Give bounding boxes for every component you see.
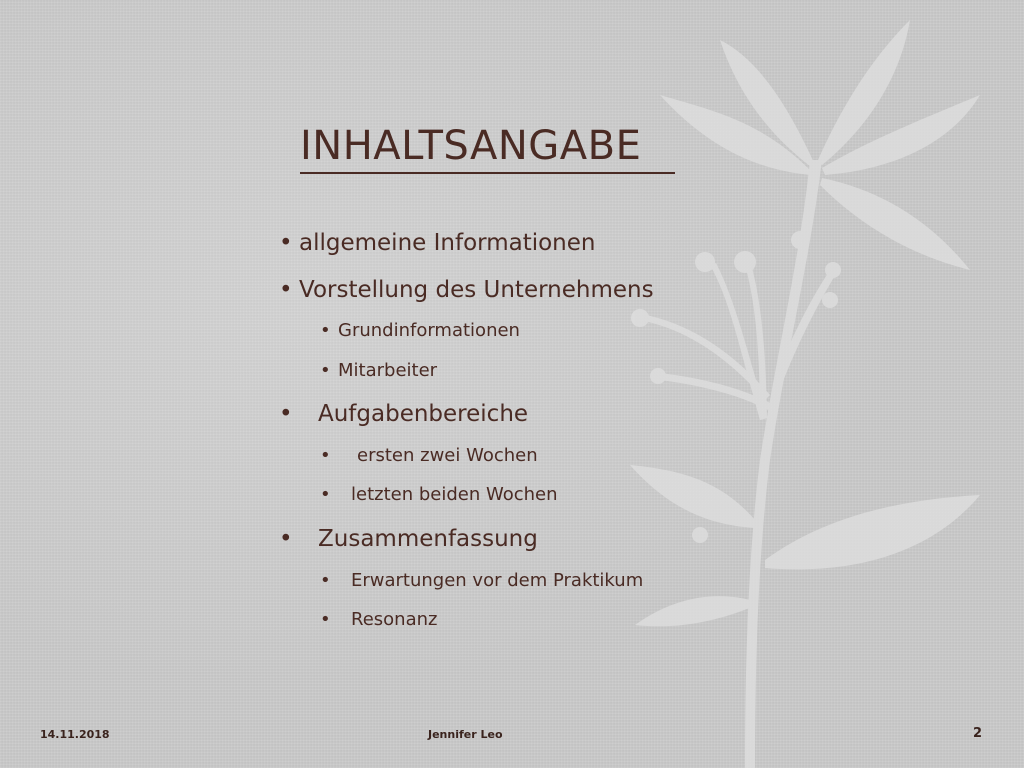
bullet-icon: • <box>279 526 293 552</box>
footer-author: Jennifer Leo <box>428 728 503 741</box>
bullet-icon: • <box>320 609 331 630</box>
bullet-icon: • <box>320 320 331 341</box>
slide-number: 2 <box>973 726 983 741</box>
toc-item-text: Aufgabenbereiche <box>318 401 529 427</box>
toc-item-text: allgemeine Informationen <box>299 230 596 256</box>
toc-item-text: Zusammenfassung <box>318 526 538 552</box>
toc-subitem-text: Mitarbeiter <box>338 360 438 381</box>
toc-subitem-text: ersten zwei Wochen <box>357 445 538 466</box>
bullet-icon: • <box>320 445 331 466</box>
bullet-icon: • <box>320 570 331 591</box>
bullet-icon: • <box>279 401 293 427</box>
bullet-icon: • <box>279 277 293 303</box>
bullet-icon: • <box>320 360 331 381</box>
toc-item-text: Vorstellung des Unternehmens <box>299 277 654 303</box>
toc-subitem-text: Resonanz <box>351 609 438 630</box>
toc-subitem-text: letzten beiden Wochen <box>351 484 558 505</box>
slide-title: INHALTSANGABE <box>300 123 642 169</box>
toc-subitem-text: Grundinformationen <box>338 320 520 341</box>
toc-subitem-text: Erwartungen vor dem Praktikum <box>351 570 644 591</box>
footer-date: 14.11.2018 <box>40 728 110 741</box>
bullet-icon: • <box>320 484 331 505</box>
bullet-icon: • <box>279 230 293 256</box>
